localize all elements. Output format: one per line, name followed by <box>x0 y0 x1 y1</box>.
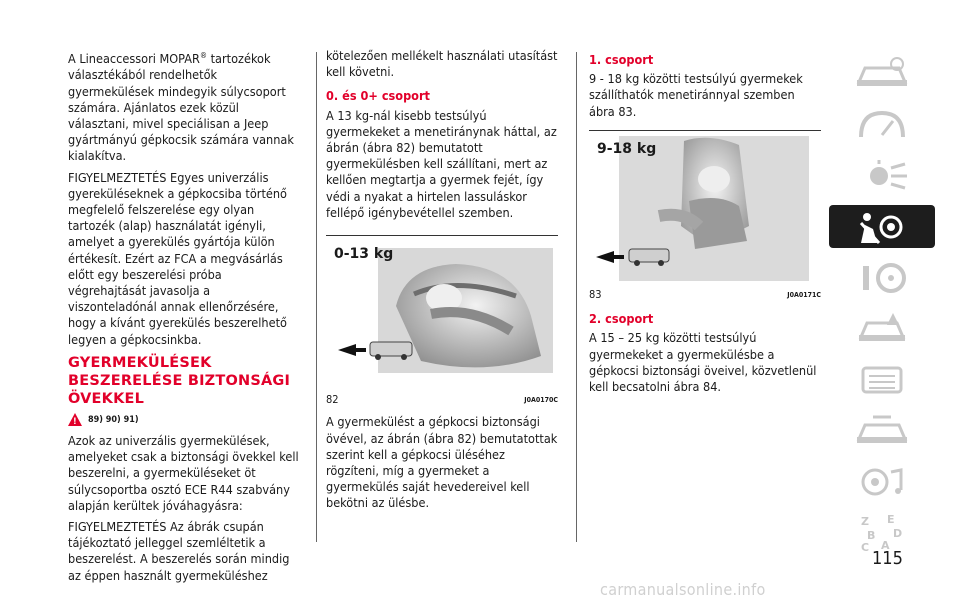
tab-dashboard[interactable] <box>829 103 935 146</box>
section-heading: GYERMEKÜLÉSEK BESZERELÉSE BIZTONSÁGI ÖVEKKEL <box>68 354 291 407</box>
text-column-2 <box>326 48 558 517</box>
column-divider <box>576 52 577 542</box>
lights-icon <box>853 158 911 194</box>
safety-airbag-icon <box>853 209 911 245</box>
paragraph-group-1: 9 - 18 kg közötti testsúlyú gyermekek szállíthatók menetiránnyal szemben ábra 83. <box>589 71 803 119</box>
tab-multimedia[interactable] <box>829 460 935 503</box>
tab-car-info[interactable] <box>829 52 935 95</box>
paragraph-warning-2: FIGYELMEZTETÉS Az ábrák csupán tájékoztató jelleggel szemléltetik a beszerelést. A beszerelés során mindig az éppen használt gyermeküléshez <box>68 519 290 583</box>
figure-82 <box>326 235 558 408</box>
figure-footer <box>589 287 821 303</box>
tab-safety[interactable] <box>829 205 935 248</box>
car-info-icon <box>853 56 911 92</box>
paragraph-universal: Azok az univerzális gyermekülések, amelyeket csak a biztonsági övekkel kell beszerelni, a gyermeküléseket öt súlycsoportba osztó ECE R44 szabvány alapján kerültek jóváhagyásra: <box>68 433 299 513</box>
watermark: carmanualsonline.info <box>600 580 766 599</box>
tab-emergency[interactable] <box>829 307 935 350</box>
starting-driving-icon <box>853 260 911 296</box>
warning-triangle-icon <box>68 413 82 426</box>
index-icon <box>853 513 911 553</box>
paragraph-instructions: kötelezően mellékelt használati utasítást kell követni. <box>326 48 558 80</box>
figure-number: 82 <box>326 393 339 407</box>
subheading-group-1: 1. csoport <box>589 52 654 67</box>
dashboard-icon <box>853 107 911 143</box>
paragraph-fastening: A gyermekülést a gépkocsi biztonsági övével, az ábrán (ábra 82) bemutatottak szerint kell a gépkocsi üléséhez rögzíteni, míg a gyermeket a gyermekülés saját hevedereivel kell bekötni az ülésbe. <box>326 414 558 511</box>
tab-starting-driving[interactable] <box>829 256 935 299</box>
figure-code: J0A0170C <box>524 396 558 405</box>
subheading-group-2: 2. csoport <box>589 311 654 327</box>
multimedia-icon <box>853 464 911 500</box>
maintenance-icon <box>853 362 911 398</box>
svg-text:A: A <box>881 538 890 552</box>
figure-footer <box>326 392 558 408</box>
tab-maintenance[interactable] <box>829 358 935 401</box>
technical-data-icon <box>853 413 911 449</box>
tab-lights[interactable] <box>829 154 935 197</box>
figure-83 <box>589 130 821 303</box>
figure-weight-label: 9-18 kg <box>597 140 657 157</box>
paragraph-accessories: A Lineaccessori MOPAR® tartozékok választékából rendelhetők gyermekülések mindegyik súlycsoport számára. Ajánlatos ezek közül választani, mivel speciálisan a Jeep gyártmányú gépkocsik számára vannak kialakítva. <box>68 51 294 164</box>
figure-weight-label: 0-13 kg <box>334 246 394 263</box>
column-divider <box>316 52 317 542</box>
tab-technical-data[interactable] <box>829 409 935 452</box>
page-number: 115 <box>872 548 903 569</box>
svg-text:B: B <box>867 528 876 542</box>
svg-text:C: C <box>861 540 870 553</box>
figure-number: 83 <box>589 288 602 302</box>
subheading-group-0: 0. és 0+ csoport <box>326 88 430 104</box>
paragraph-group-0: A 13 kg-nál kisebb testsúlyú gyermekeket a menetiránynak háttal, az ábrán (ábra 82) bemutatott gyermekülésben kell szállítani, mert az kellően megtartja a gyermek fejét, így védi a nyakat a hirtelen lassuláskor fellépő igénybevétellel szemben. <box>326 107 557 220</box>
paragraph-group-2: A 15 – 25 kg közötti testsúlyú gyermekeket a gyermekülésbe a gépkocsi biztonsági öveivel, közvetlenül kell becsatolni ábra 84. <box>589 330 817 395</box>
svg-text:D: D <box>893 526 903 540</box>
chapter-tabs <box>829 52 935 562</box>
warning-refs <box>68 412 300 428</box>
svg-text:Z: Z <box>861 514 869 528</box>
emergency-icon <box>853 311 911 347</box>
paragraph-warning-1: FIGYELMEZTETÉS Egyes univerzális gyereküléseknek a gépkocsiba történő megfelelő felszerelése egy olyan tartozék (alap) használatát igényli, amelyet a gyerekülés gyártója külön értékesít. Ezért az FCA a megvásárlás előtt egy beszerelési próba végrehajtását javasolja a viszonteladónál annak ellenőrzésére, hogy a kívánt gyerekülés beszerelhető legyen a gépkocsinkba. <box>68 169 287 347</box>
warning-ref-numbers: 89) 90) 91) <box>88 414 139 425</box>
svg-text:E: E <box>887 512 895 526</box>
text-column-1 <box>68 48 300 589</box>
text-column-3 <box>589 48 821 400</box>
figure-code: J0A0171C <box>787 291 821 300</box>
